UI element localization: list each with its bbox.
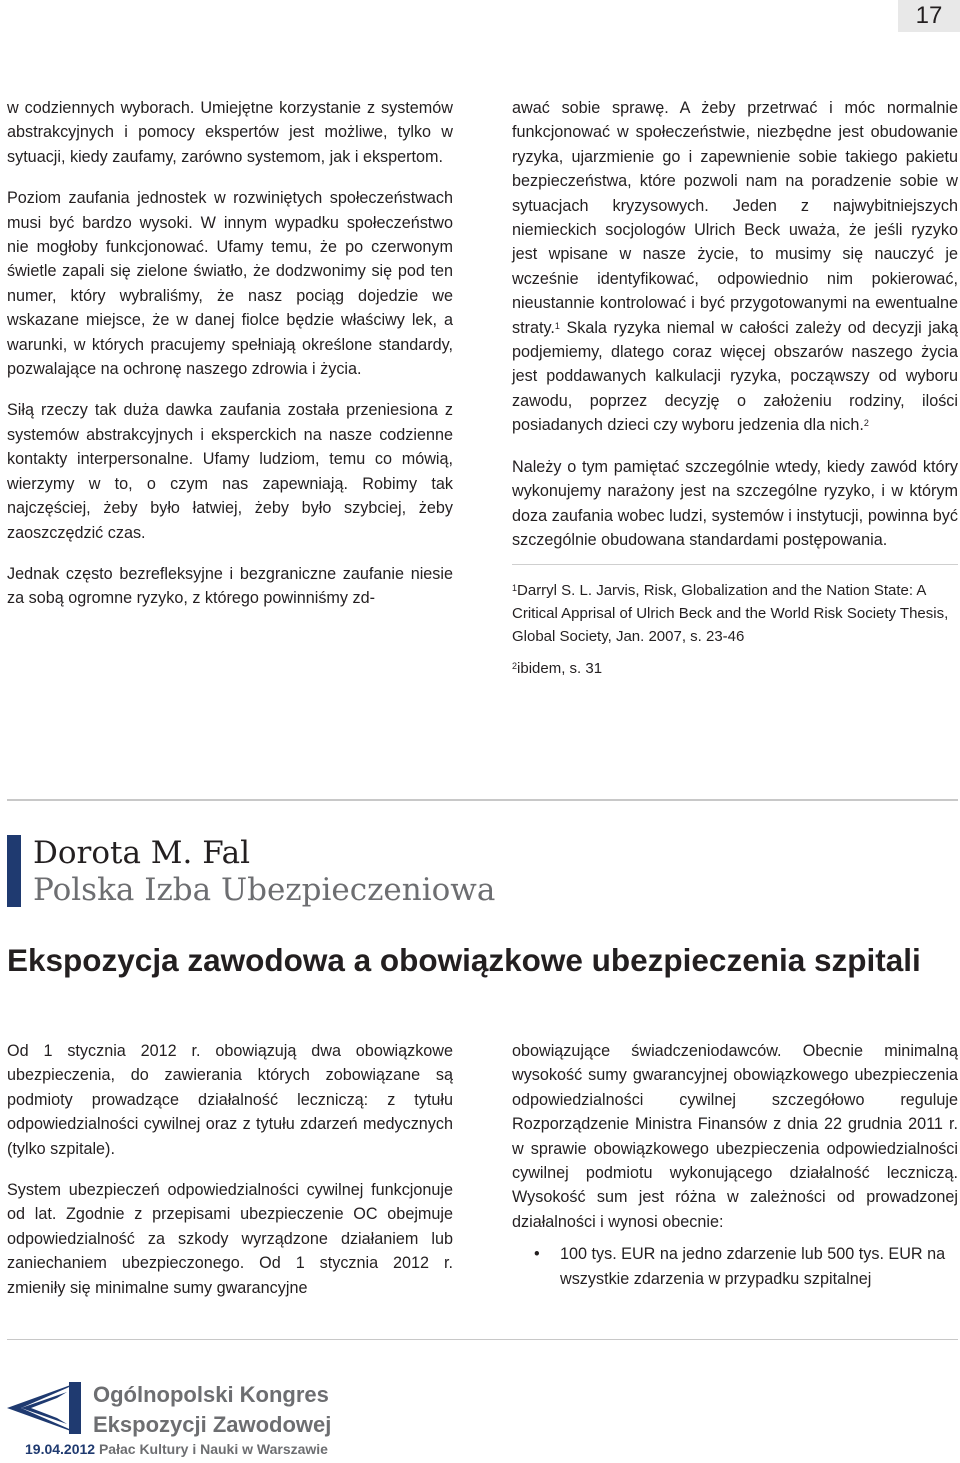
paragraph: Siłą rzeczy tak duża dawka zaufania została przeniesiona z systemów abstrakcyjnych i eksperckich na nasze codzienne kontakty interpersonalne. Ufamy ludziom, temu co mówią, wierzymy w to, o czym nas zapewniają. Robimy tak najczęściej, żeby było łatwiej, żeby było szybciej, żeby zaoszczędzić czas. [7, 401, 453, 542]
paragraph: Należy o tym pamiętać szczególnie wtedy, kiedy zawód który wykonujemy narażony jest na szczególne ryzyko, i w którym doza zaufania wobec ludzi, systemów i instytucji, powinna być szczególnie obudowana standardami postępowania. [512, 457, 958, 549]
paragraph [512, 96, 958, 438]
bottom-right-column [512, 1039, 958, 1291]
page-number: 17 [898, 0, 960, 32]
author-organization: Polska Izba Ubezpieczeniowa [33, 872, 496, 908]
footnote-mark: 1 [512, 583, 518, 594]
article-title: Ekspozycja zawodowa a obowiązkowe ubezpieczenia szpitali [7, 942, 921, 978]
paragraph: Od 1 stycznia 2012 r. obowiązują dwa obowiązkowe ubezpieczenia, do zawierania których zobowiązane są podmioty prowadzące działalność leczniczą: z tytułu odpowiedzialności cywilnej oraz z tytułu zdarzeń medycznych (tylko szpitale). [7, 1042, 453, 1158]
paragraph: System ubezpieczeń odpowiedzialności cywilnej funkcjonuje od lat. Zgodnie z przepisami ubezpieczenie OC obejmuje odpowiedzialność za szkody wyrządzone działaniem lub zaniechaniem ubezpieczonego. Od 1 stycznia 2012 r. zmieniły się minimalne sumy gwarancyjne [7, 1181, 453, 1297]
footnote-ref[interactable]: 1 [554, 320, 560, 331]
paragraph: Poziom zaufania jednostek w rozwiniętych społeczeństwach musi być bardzo wysoki. W innym wypadku społeczeństwo nie mogłoby funkcjonować. Ufamy temu, że po czerwonym świetle zapali się zielone światło, że dodzwonimy się pod ten numer, który wybraliśmy, że nasz pociąg dojedzie we wskazane miejsce, że w danej fiolce będzie właściwy lek, a warunki, w których pracujemy spełniają określone standardy, pozwalające na ochronę naszego zdrowia i życia. [7, 189, 453, 379]
list-item: • 100 tys. EUR na jedno zdarzenie lub 500 tys. EUR na wszystkie zdarzenia w przypadku szpitalnej [512, 1242, 958, 1291]
event-info [25, 1441, 328, 1457]
footnote [512, 579, 958, 648]
event-date: 19.04.2012 [25, 1441, 96, 1457]
bullet-list [512, 1242, 958, 1291]
top-left-column [7, 96, 453, 611]
congress-title [93, 1380, 331, 1440]
footnote [512, 657, 958, 680]
footer [7, 1378, 407, 1462]
footnote-ref[interactable]: 2 [863, 418, 869, 429]
author-name: Dorota M. Fal [33, 835, 251, 871]
paragraph: obowiązujące świadczeniodawców. Obecnie minimalną wysokość sumy gwarancyjnej obowiązkowego ubezpieczenia odpowiedzialności cywilnej szczegółowo reguluje Rozporządzenie Ministra Finansów z dnia 22 grudnia 2011 r. w sprawie obowiązkowego ubezpieczenia odpowiedzialności cywilnej podmiotu wykonującego działalność leczniczą. Wysokość sum jest różna w zależności od prowadzonej działalności i wynosi obecnie: [512, 1042, 958, 1231]
congress-logo-icon [7, 1378, 87, 1438]
author-block [7, 835, 495, 907]
text-segment: awać sobie sprawę. A żeby przetrwać i móc normalnie funkcjonować w społeczeństwie, niezbędne jest obudowanie ryzyka, ujarzmienie go i zapewnienie sobie takiego pakietu bezpieczeństwa, które pozwoli nam na poradzenie sobie w sytuacjach kryzysowych. Jeden z najwybitniejszych niemieckich socjologów Ulrich Beck uważa, że jeśli ryzyko jest wpisane w nasze życie, to musimy się nauczyć je wcześnie identyfikować, odpowiednio nim pokierować, nieustannie kontrolować i być przygotowanymi na ewentualne straty. [512, 99, 958, 337]
footer-divider [7, 1339, 958, 1340]
paragraph: w codziennych wyborach. Umiejętne korzystanie z systemów abstrakcyjnych i pomocy ekspertów jest możliwe, tylko w sytuacji, kiedy zaufamy, zarówno systemom, jak i ekspertom. [7, 99, 453, 166]
congress-title-line: Ekspozycji Zawodowej [93, 1412, 332, 1437]
congress-title-line: Ogólnopolski Kongres [93, 1382, 329, 1407]
section-divider [7, 799, 958, 801]
top-right-column [512, 96, 958, 689]
footnote-text: ibidem, s. 31 [517, 660, 603, 678]
footnote-divider [512, 564, 958, 565]
paragraph: Jednak często bezrefleksyjne i bezgraniczne zaufanie niesie za sobą ogromne ryzyko, z którego powinniśmy zd- [7, 564, 453, 608]
event-place: Pałac Kultury i Nauki w Warszawie [95, 1441, 328, 1457]
footnote-text: Darryl S. L. Jarvis, Risk, Globalization and the Nation State: A Critical Apprisal of Ulrich Beck and the World Risk Society Thesis, Global Society, Jan. 2007, s. 23-46 [512, 582, 949, 646]
footnote-mark: 2 [512, 661, 518, 672]
text-segment: Skala ryzyka niemal w całości zależy od decyzji jaką podjemiemy, dlatego coraz więcej obszarów naszego życia jest poddawanych kalkulacji ryzyka, począwszy od wyboru zawodu, poprzez decyzję o założeniu rodziny, ilości posiadanych dzieci czy wyboru jedzenia dla nich. [512, 318, 958, 435]
bottom-left-column [7, 1039, 453, 1300]
